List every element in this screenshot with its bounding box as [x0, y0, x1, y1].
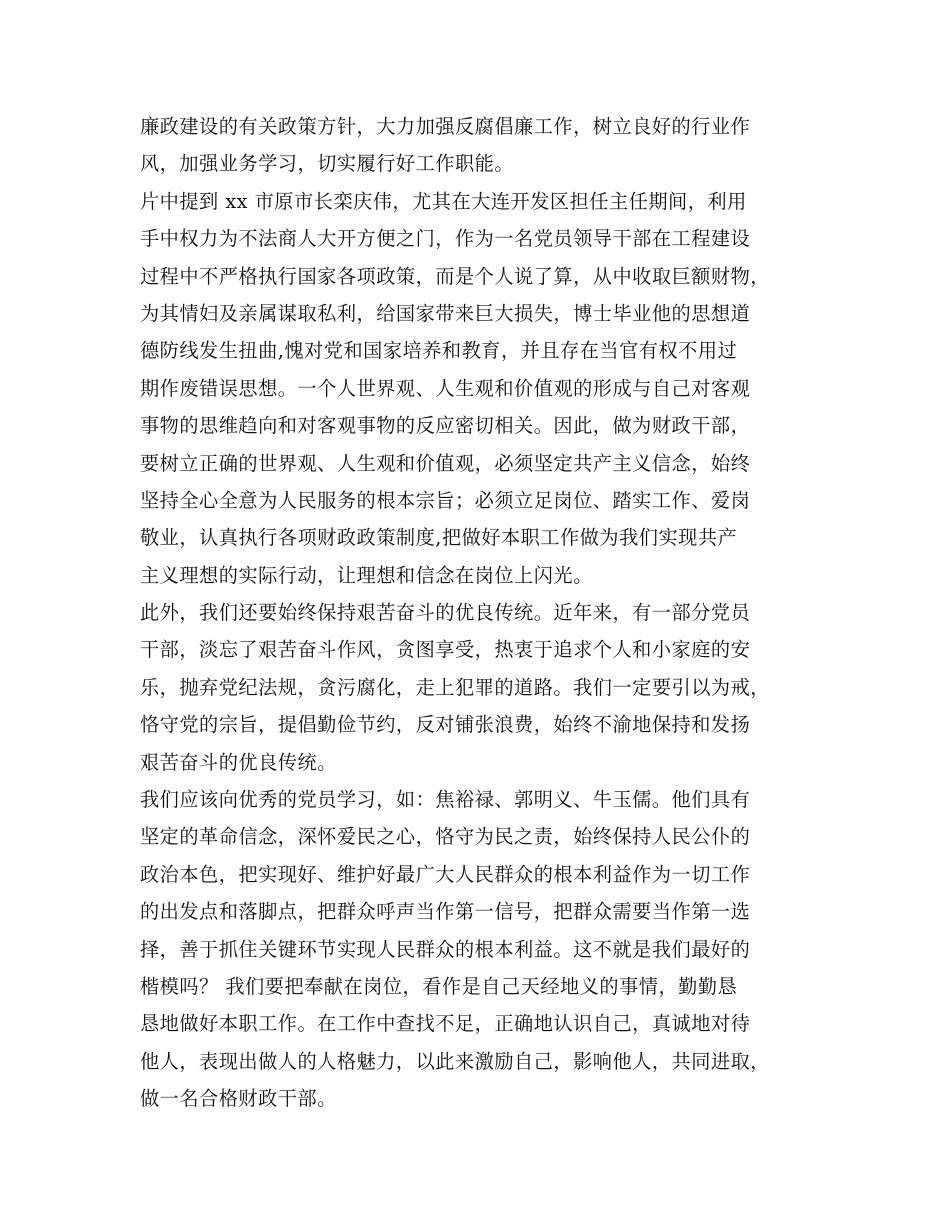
text-line: 期作废错误思想。一个人世界观、人生观和价值观的形成与自己对客观	[140, 376, 751, 400]
text-line: 恪守党的宗旨，提倡勤俭节约，反对铺张浪费，始终不渝地保持和发扬	[140, 713, 751, 737]
text-line: 敬业，认真执行各项财政政策制度,把做好本职工作做为我们实现共产	[140, 526, 738, 550]
text-line: 廉政建设的有关政策方针，大力加强反腐倡廉工作，树立良好的行业作	[140, 115, 751, 138]
text-line: 为其情妇及亲属谋取私利，给国家带来巨大损失，博士毕业他的思想道	[140, 301, 751, 325]
text-line: 楷模吗？ 我们要把奉献在岗位，看作是自己天经地义的事情，勤勤恳	[140, 974, 738, 998]
text-line: 事物的思维趋向和对客观事物的反应密切相关。因此，做为财政干部，	[140, 414, 751, 438]
text-line: 做一名合格财政干部。	[140, 1087, 337, 1111]
text-line: 他人，表现出做人的人格魅力，以此来激励自己，影响他人，共同进取，	[140, 1049, 770, 1073]
text-line: 艰苦奋斗的优良传统。	[140, 750, 337, 774]
text-line: 德防线发生扭曲,愧对党和国家培养和教育，并且存在当官有权不用过	[140, 339, 738, 363]
text-line: 此外，我们还要始终保持艰苦奋斗的优良传统。近年来，有一部分党员	[140, 601, 751, 625]
text-line: 坚定的革命信念，深怀爱民之心，恪守为民之责，始终保持人民公仆的	[140, 825, 751, 849]
text-line: 我们应该向优秀的党员学习，如：焦裕禄、郭明义、牛玉儒。他们具有	[140, 788, 751, 812]
text-line: 风，加强业务学习，切实履行好工作职能。	[140, 152, 515, 176]
text-line: 政治本色，把实现好、维护好最广大人民群众的根本利益作为一切工作	[140, 862, 751, 886]
text-line: 手中权力为不法商人大开方便之门，作为一名党员领导干部在工程建设	[140, 227, 751, 251]
body-text	[140, 108, 840, 1118]
text-line: 片中提到 xx 市原市长栾庆伟，尤其在大连开发区担任主任期间，利用	[140, 189, 747, 213]
text-line: 过程中不严格执行国家各项政策，而是个人说了算，从中收取巨额财物，	[140, 264, 770, 288]
text-line: 干部，淡忘了艰苦奋斗作风，贪图享受，热衷于追求个人和小家庭的安	[140, 638, 751, 662]
text-line: 恳地做好本职工作。在工作中查找不足，正确地认识自己，真诚地对待	[140, 1012, 751, 1036]
text-line: 坚持全心全意为人民服务的根本宗旨；必须立足岗位、踏实工作、爱岗	[140, 488, 751, 512]
text-line: 要树立正确的世界观、人生观和价值观，必须坚定共产主义信念，始终	[140, 451, 751, 475]
text-line: 乐，抛弃党纪法规，贪污腐化，走上犯罪的道路。我们一定要引以为戒，	[140, 675, 770, 699]
text-line: 择，善于抓住关键环节实现人民群众的根本利益。这不就是我们最好的	[140, 937, 751, 961]
text-line: 主义理想的实际行动，让理想和信念在岗位上闪光。	[140, 563, 593, 587]
text-line: 的出发点和落脚点，把群众呼声当作第一信号，把群众需要当作第一选	[140, 900, 751, 924]
